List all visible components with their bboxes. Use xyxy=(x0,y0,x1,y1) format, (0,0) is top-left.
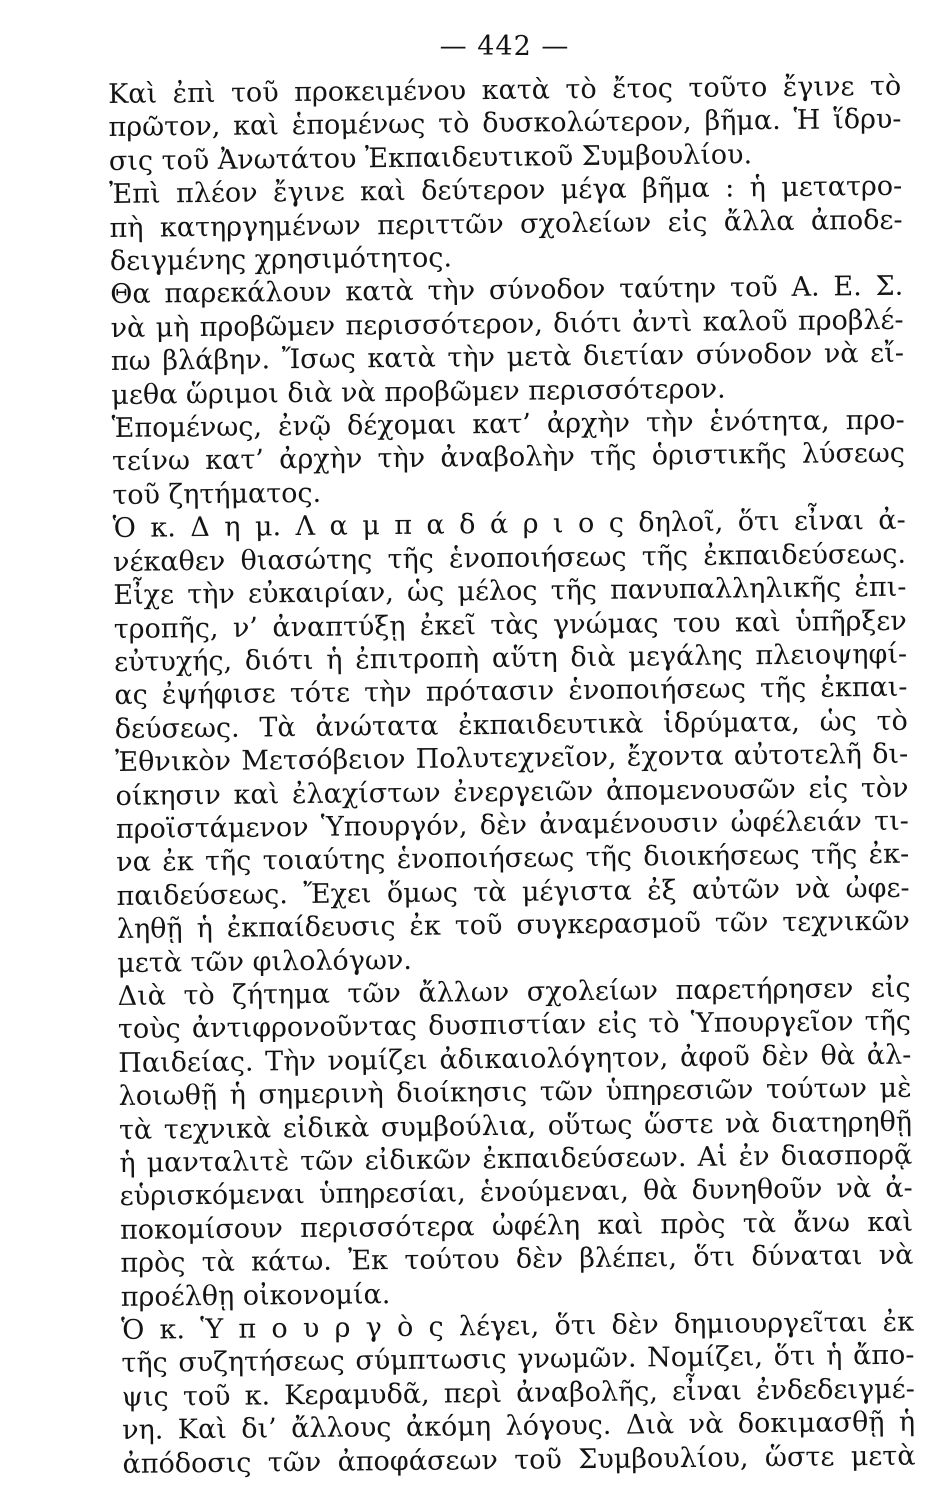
text-line: πὴ κατηργημένων περιττῶν σχολείων εἰς ἄλλα ἀποδε- xyxy=(109,204,903,244)
page-number: — 442 — xyxy=(439,31,570,62)
text-line: ληθῇ ἡ ἐκπαίδευσις ἐκ τοῦ συγκερασμοῦ τῶν τεχνικῶν xyxy=(116,905,911,946)
text-line: πρῶτον, καὶ ἑπομένως τὸ δυσκολώτερον, βῆμα. Ἡ ἵδρυ- xyxy=(108,104,902,144)
text-line: ἀπόδοσις τῶν ἀποφάσεων τοῦ Συμβουλίου, ὥστε μετὰ xyxy=(122,1440,916,1480)
text-line: Παιδείας. Τὴν νομίζει ἀδικαιολόγητον, ἀφοῦ δὲν θὰ ἀλ- xyxy=(118,1039,912,1079)
text-line: Καὶ ἐπὶ τοῦ προκειμένου κατὰ τὸ ἔτος τοῦτο ἔγινε τὸ xyxy=(108,70,902,110)
text-line: Ἐθνικὸν Μετσόβειον Πολυτεχνεῖον, ἔχοντα αὐτοτελῆ δι- xyxy=(115,738,909,779)
text-line: δειγμένης χρησιμότητος. xyxy=(109,242,453,278)
text-line: Διὰ τὸ ζήτημα τῶν ἄλλων σχολείων παρετήρησεν εἰς xyxy=(117,972,911,1012)
text-line: τῆς συζητήσεως σύμπτωσις γνωμῶν. Νομίζει, ὅτι ἡ ἄπο- xyxy=(121,1340,915,1380)
text-line: πρὸς τὰ κάτω. Ἐκ τούτου δὲν βλέπει, ὅτι δύναται νὰ xyxy=(120,1239,914,1280)
text-line: ἡ μανταλιτὲ τῶν εἰδικῶν ἐκπαιδεύσεων. Αἱ ἐν διασπορᾷ xyxy=(119,1139,913,1179)
text-line: τὰ τεχνικὰ εἰδικὰ συμβούλια, οὕτως ὥστε νὰ διατηρηθῇ xyxy=(118,1106,913,1146)
text-line: νέκαθεν θιασώτης τῆς ἑνοποιήσεως τῆς ἐκπαιδεύσεως. xyxy=(112,538,907,578)
text-line: τοὺς ἀντιφρονοῦντας δυσπιστίαν εἰς τὸ Ὑπουργεῖον τῆς xyxy=(117,1006,912,1046)
text-line: Εἶχε τὴν εὐκαιρίαν, ὡς μέλος τῆς πανυπαλληλικῆς ἐπι- xyxy=(113,571,907,612)
text-line: ψις τοῦ κ. Κεραμυδᾶ, περὶ ἀναβολῆς, εἶναι ἐνδεδειγμέ- xyxy=(121,1373,915,1413)
text-line: Ἑπομένως, ἐνῷ δέχομαι κατ’ ἀρχὴν τὴν ἑνότητα, προ- xyxy=(111,404,905,445)
text-line: Ὁ κ. Δ η μ. Λ α μ π α δ ά ρ ι ο ς δηλοῖ, ὅτι εἶναι ἀ- xyxy=(112,504,906,545)
text-line: τοῦ ζητήματος. xyxy=(112,477,322,511)
text-line: σις τοῦ Ἀνωτάτου Ἐκπαιδευτικοῦ Συμβουλίου. xyxy=(108,139,753,177)
text-line: να ἐκ τῆς τοιαύτης ἑνοποιήσεως τῆς διοικήσεως τῆς ἐκ- xyxy=(116,838,910,879)
text-line: οίκησιν καὶ ἐλαχίστων ἐνεργειῶν ἀπομενουσῶν εἰς τὸν xyxy=(115,772,909,812)
text-line: προϊστάμενον Ὑπουργόν, δὲν ἀναμένουσιν ὠφέλειάν τι- xyxy=(115,805,909,845)
text-line: τροπῆς, ν’ ἀναπτύξῃ ἐκεῖ τὰς γνώμας του καὶ ὑπῆρξεν xyxy=(113,605,907,645)
text-line: δεύσεως. Τὰ ἀνώτατα ἐκπαιδευτικὰ ἱδρύματα, ὡς τὸ xyxy=(114,705,908,745)
text-line: εὑρισκόμεναι ὑπηρεσίαι, ἑνούμεναι, θὰ δυνηθοῦν νὰ ἀ- xyxy=(119,1173,913,1213)
text-line: νη. Καὶ δι’ ἄλλους ἀκόμη λόγους. Διὰ νὰ δοκιμασθῇ ἡ xyxy=(122,1406,916,1447)
text-line: Θα παρεκάλουν κατὰ τὴν σύνοδον ταύτην τοῦ Α. Ε. Σ. xyxy=(110,271,904,311)
text-line: τείνω κατ’ ἀρχὴν τὴν ἀναβολὴν τῆς ὁριστικῆς λύσεως xyxy=(111,438,906,478)
text-line: παιδεύσεως. Ἔχει ὅμως τὰ μέγιστα ἐξ αὐτῶν νὰ ὠφε- xyxy=(116,872,910,912)
text-line: μετὰ τῶν φιλολόγων. xyxy=(117,944,413,979)
text-line: προέλθῃ οἰκονομία. xyxy=(120,1278,391,1313)
text-line: μεθα ὥριμοι διὰ νὰ προβῶμεν περισσότερον. xyxy=(111,373,726,411)
text-line: πω βλάβην. Ἴσως κατὰ τὴν μετὰ διετίαν σύνοδον νὰ εἴ- xyxy=(110,337,905,378)
text-line: ας ἐψήφισε τότε τὴν πρότασιν ἑνοποιήσεως τῆς ἐκπαι- xyxy=(114,671,908,712)
text-line: νὰ μὴ προβῶμεν περισσότερον, διότι ἀντὶ καλοῦ προβλέ- xyxy=(110,304,904,344)
text-line: ποκομίσουν περισσότερα ὠφέλη καὶ πρὸς τὰ ἄνω καὶ xyxy=(119,1206,914,1246)
text-line: εὐτυχής, διότι ἡ ἐπιτροπὴ αὕτη διὰ μεγάλης πλειοψηφί- xyxy=(113,638,908,678)
text-body xyxy=(108,70,916,1481)
text-line: Ἐπὶ πλέον ἔγινε καὶ δεύτερον μέγα βῆμα : ἡ μετατρο- xyxy=(109,170,903,211)
text-line: Ὁ κ. Ὑ π ο υ ρ γ ὸ ς λέγει, ὅτι δὲν δημιουργεῖται ἐκ xyxy=(120,1306,915,1346)
text-line: λοιωθῇ ἡ σημερινὴ διοίκησις τῶν ὑπηρεσιῶν τούτων μὲ xyxy=(118,1072,912,1113)
